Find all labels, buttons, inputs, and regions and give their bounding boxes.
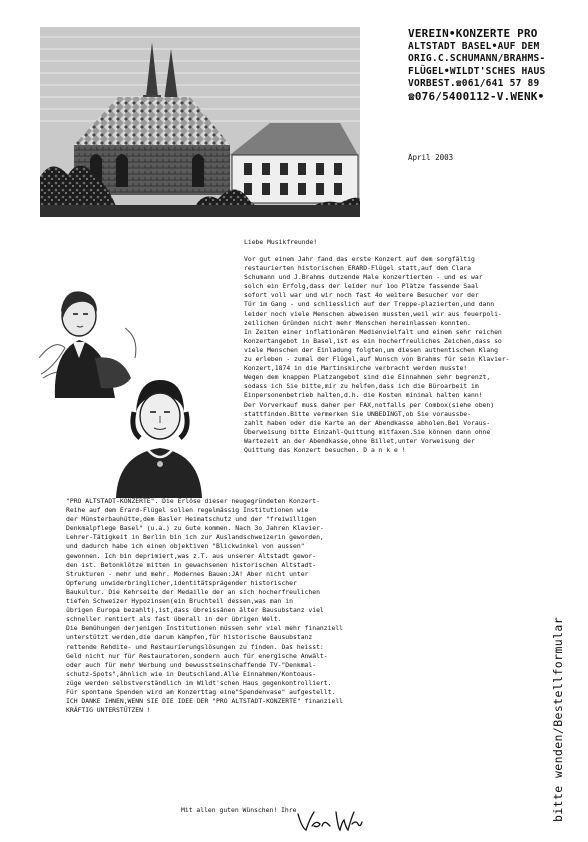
text-line: sodass ich Sie bitte,mir zu helfen,dass ich die Büroarbeit im: [244, 382, 479, 391]
text-line: Lehrer-Tätigkeit in Berlin bin ich zur Auslandschweizerin geworden,: [66, 533, 324, 542]
letter-salutation: Liebe Musikfreunde!: [244, 238, 318, 246]
text-line: stattfinden.Bitte vermerken Sie UNBEDINGT,ob Sie voraussbe-: [244, 409, 472, 418]
text-line: den ist. Betonklötze mitten in gewachsenen historischen Altstadt-: [66, 560, 317, 569]
text-line: leider noch viele Menschen abweisen mussten,weil wir aus feuerpoli-: [244, 309, 502, 318]
concert-series-paragraph: [66, 497, 343, 715]
text-line: Wegen dem knappen Platzangebot sind die Einnahmen sehr begrenzt,: [244, 373, 491, 382]
text-line: tiefen Schweizer Hypozinsen(ein Bruchteil dessen,was man in: [66, 597, 294, 606]
text-line: zahlt haben oder die Karte an der Abendkasse abholen.Bei Voraus-: [244, 418, 491, 427]
text-line: Tür im Gang - und schliesslich auf der Treppe-plazierten,und dann: [244, 300, 495, 309]
text-line: oder auch für mehr Werbung und bewusstseinschaffende TV-"Denkmal-: [66, 660, 317, 669]
letter-date: April 2003: [408, 153, 454, 162]
text-line: Denkmalpflege Basel" (u.a.) zu Gute kommen. Nach 3o Jahren Klavier-: [66, 524, 324, 533]
text-line: zu erleben - zumal der Flügel,auf Wunsch von Brahms für sein Klavier-: [244, 355, 510, 364]
text-line: "PRO ALTSTADT-KONZERTE". Die Erlöse dieser neugegründeten Konzert-: [66, 497, 320, 505]
letterhead-line: VEREIN•KONZERTE PRO: [408, 27, 538, 40]
text-line: rettende Rehdite- und Restaurierungslösungen zu finden. Das heisst:: [66, 642, 324, 651]
letterhead-line: ALTSTADT BASEL•AUF DEM: [408, 40, 540, 52]
text-line: übrigen Europa bezahlt),ist,dass übreissänen älter Bausubstanz viel: [66, 606, 324, 615]
text-line: Für spontane Spenden wird am Konzerttag eine"Spendenvase" aufgestellt.: [66, 687, 336, 696]
text-line: KRÄFTIG UNTERSTÜTZEN !: [66, 706, 151, 715]
text-line: Wartezeit an der Abendkasse,ohne Billet,unter Vorweisung der: [244, 436, 475, 445]
text-line: Quittung das Konzert besuchen. D a n k e !: [244, 445, 406, 454]
text-line: zeilichen Gründen nicht mehr Menschen hereinlassen konnten.: [244, 318, 472, 327]
organization-letterhead: [408, 28, 584, 104]
letterhead-phone: VORBEST.☎061/641 57 89: [408, 78, 540, 90]
text-line: solch ein Erfolg,dass der leider nur 1oo Plätze fassende Saal: [244, 282, 479, 291]
text-line: Strukturen - mehr und mehr. Modernes Bauen:JA! Aber nicht unter: [66, 569, 309, 578]
text-line: Reihe auf dem Erard-Flügel sollen regelmässig Institutionen wie: [66, 506, 309, 515]
text-line: Vor gut einem Jahr fand das erste Konzert auf dem sorgfältig: [244, 255, 475, 263]
letter-closing: Mit allen guten Wünschen! Ihre: [181, 806, 297, 814]
text-line: restaurierten historischen ERARD-Flügel statt,auf dem Clara: [244, 264, 472, 273]
side-label-order-form: bitte wenden/Bestellformular: [551, 616, 565, 822]
text-line: Geld nicht nur für Restauratoren,sondern auch für energische Anwält-: [66, 651, 328, 660]
text-line: Konzert,1874 in die Martinskirche verbracht werden musste!: [244, 364, 468, 373]
text-line: schutz-Spots",ähnlich wie in Deutschland.Alle Einnahmen/Kontoaus-: [66, 669, 317, 678]
letterhead-phone: ☎076/5400112-V.WENK•: [408, 89, 545, 103]
text-line: Der Vorverkauf muss daher per FAX,notfalls per Combox(siehe oben): [244, 400, 495, 409]
text-line: sofort voll war und wir noch fast 4o weitere Besucher vor der: [244, 291, 479, 300]
text-line: Überweisung bitte Einzahl-Quittung mitfaxen.Sie können dann ohne: [244, 427, 491, 436]
text-line: ICH DANKE IHNEN,WENN SIE DIE IDEE DER "PRO ALTSTADT-KONZERTE" finanziell: [66, 697, 344, 706]
clara-schumann-portrait: [108, 372, 208, 498]
basel-minster-illustration: [40, 27, 360, 217]
text-line: züge werden selbstverständlich im Wildt'schen Haus gegenkontrolliert.: [66, 678, 332, 687]
letterhead-line: ORIG.C.SCHUMANN/BRAHMS-: [408, 53, 546, 65]
text-line: der Münsterbauhütte,dem Basler Heimatschutz und der "freiwilligen: [66, 515, 317, 524]
text-line: Die Bemühungen derjenigen Institutionen müssen sehr viel mehr finanziell: [66, 624, 344, 633]
text-line: viele Menschen der Einladung folgten,um diesen authentischen Klang: [244, 345, 498, 354]
handwritten-signature: [296, 808, 364, 834]
text-line: gewonnen. Ich bin deprimiert,was z.T. aus unserer Altstadt gewor-: [66, 551, 317, 560]
text-line: unterstützt werden,die darum kämpfen,für historische Bausubstanz: [66, 633, 313, 642]
text-line: Opferung unwiderbringlicher,identitätsprägender historischer: [66, 578, 297, 587]
text-line: schneller rentiert als fast überall in der übrigen Welt.: [66, 615, 282, 624]
text-line: und dadurch habe ich einen objektiven "Blickwinkel von aussen": [66, 542, 305, 551]
letterhead-line: FLÜGEL•WILDT'SCHES HAUS: [408, 65, 546, 77]
text-line: Konzertangebot in Basel,ist es ein hocherfreuliches Zeichen,dass so: [244, 336, 502, 345]
text-line: Schumann und J.Brahms dutzende Male konzertierten - und es war: [244, 273, 483, 282]
text-line: Baukultur. Die Kehrseite der Medaille der an sich hocherfreulichen: [66, 587, 320, 596]
letter-body: [244, 255, 509, 455]
text-line: Einpersonenbetrieb halten,d.h. die Kosten minimal halten kann!: [244, 391, 483, 400]
text-line: In Zeiten einer inflationären Medienvielfalt und einem sehr reichen: [244, 327, 502, 336]
